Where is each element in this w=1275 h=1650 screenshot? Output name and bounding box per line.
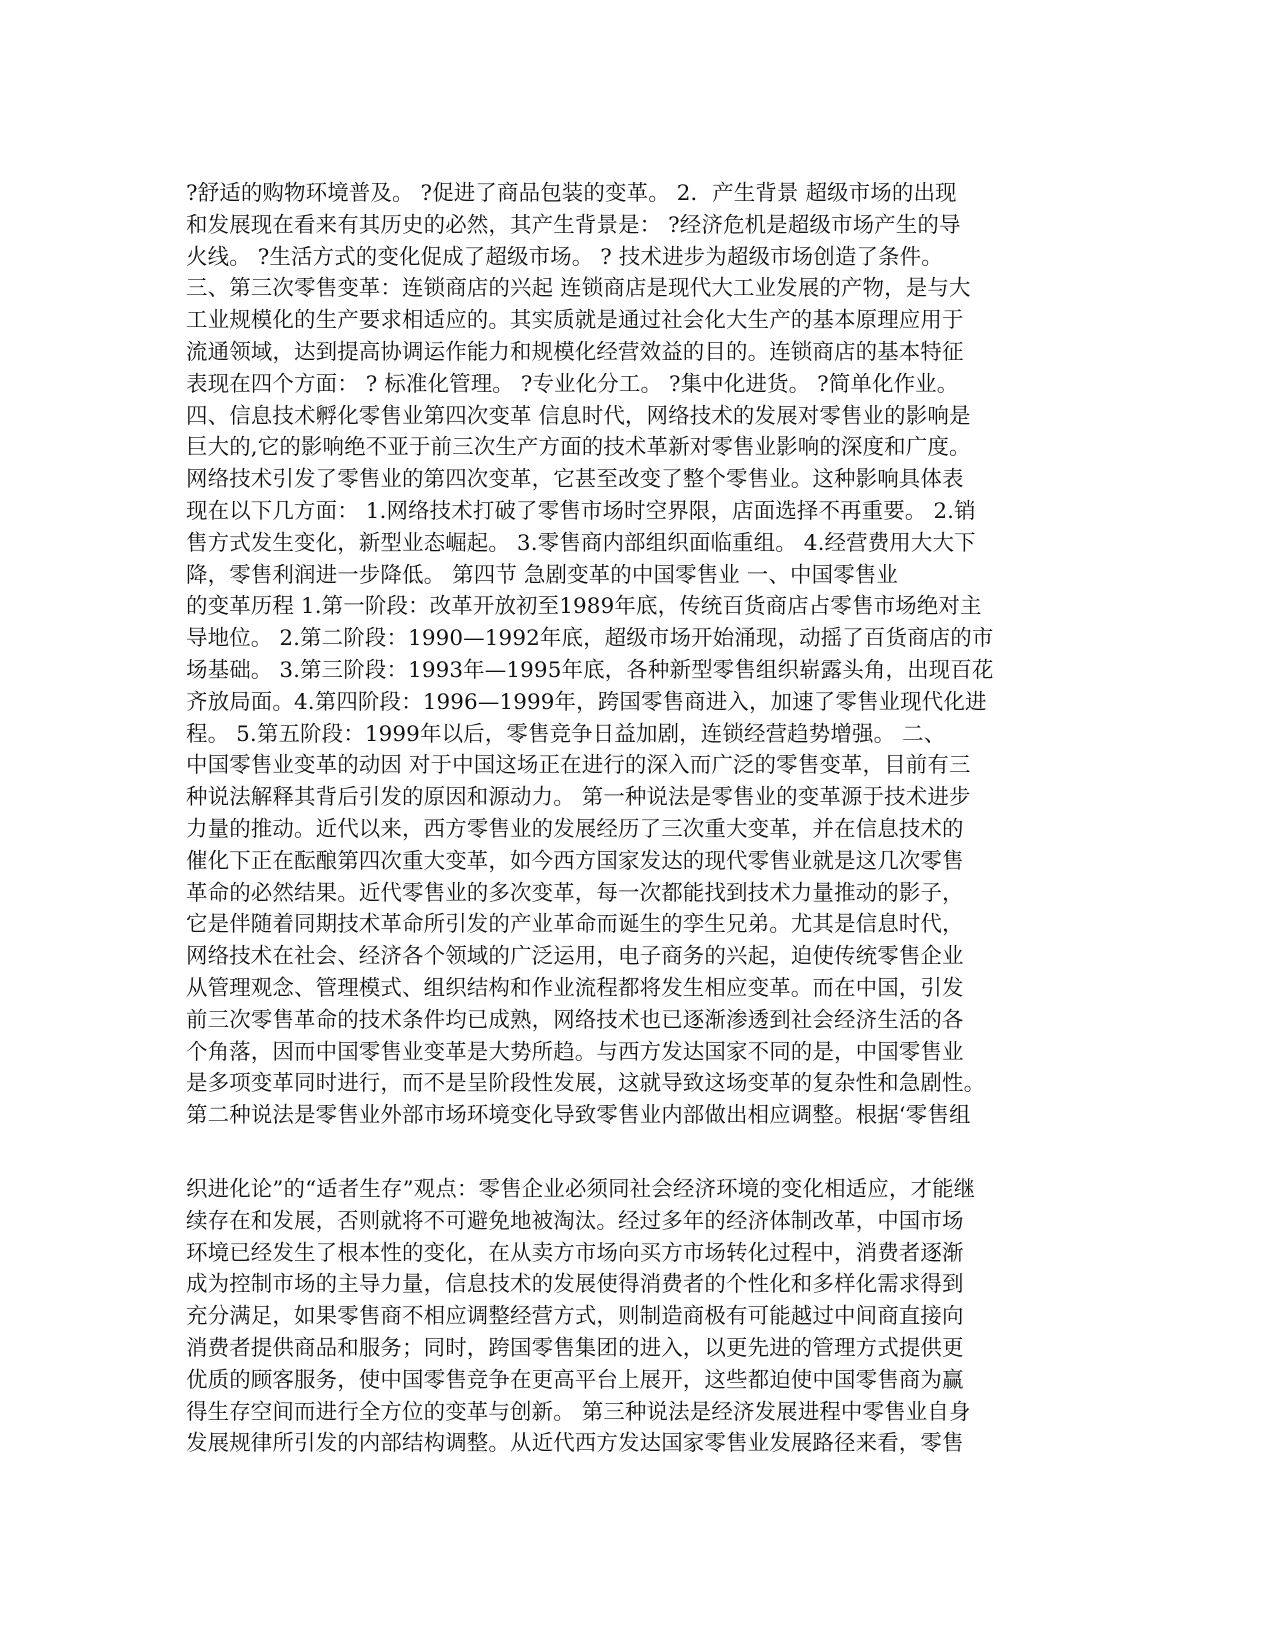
text-line: 发展规律所引发的内部结构调整。从近代西方发达国家零售业发展路径来看，零售 <box>186 1431 964 1457</box>
text-line: 织进化论”的“适者生存”观点：零售企业必须同社会经济环境的变化相适应，才能继 <box>186 1177 976 1202</box>
text-line: 成为控制市场的主导力量，信息技术的发展使得消费者的个性化和多样化需求得到 <box>186 1272 964 1298</box>
text-line: 流通领域，达到提高协调运作能力和规模化经营效益的目的。连锁商店的基本特征 <box>186 339 964 365</box>
text-line: 巨大的,它的影响绝不亚于前三次生产方面的技术革新对零售业影响的深度和广度。 <box>186 435 971 461</box>
text-line: 现在以下几方面： 1.网络技术打破了零售市场时空界限，店面选择不再重要。 2.销 <box>186 498 976 524</box>
text-line: 的变革历程 1.第一阶段：改革开放初至1989年底，传统百货商店占零售市场绝对主 <box>186 594 982 620</box>
text-line: 降，零售利润进一步降低。 第四节 急剧变革的中国零售业 一、中国零售业 <box>186 562 899 588</box>
text-block-1 <box>186 178 1090 1132</box>
text-line: 齐放局面。4.第四阶段：1996—1999年，跨国零售商进入，加速了零售业现代化进 <box>186 689 987 715</box>
text-line: 场基础。 3.第三阶段：1993年—1995年底，各种新型零售组织崭露头角，出现百花 <box>186 657 994 683</box>
text-line: 优质的顾客服务，使中国零售竞争在更高平台上展开，这些都迫使中国零售商为赢 <box>186 1367 964 1393</box>
text-line: 三、第三次零售变革：连锁商店的兴起 连锁商店是现代大工业发展的产物，是与大 <box>186 276 971 302</box>
text-line: 种说法解释其背后引发的原因和源动力。 第一种说法是零售业的变革源于技术进步 <box>186 785 971 811</box>
text-line: 革命的必然结果。近代零售业的多次变革，每一次都能找到技术力量推动的影子， <box>186 880 964 906</box>
text-block-2 <box>186 1174 1090 1460</box>
text-line: 催化下正在酝酿第四次重大变革，如今西方国家发达的现代零售业就是这几次零售 <box>186 848 964 874</box>
text-line: 充分满足，如果零售商不相应调整经营方式，则制造商极有可能越过中间商直接向 <box>186 1304 964 1330</box>
text-line: 和发展现在看来有其历史的必然，其产生背景是： ?经济危机是超级市场产生的导 <box>186 212 961 238</box>
text-line: 网络技术引发了零售业的第四次变革，它甚至改变了整个零售业。这种影响具体表 <box>186 467 964 493</box>
text-line: 环境已经发生了根本性的变化，在从卖方市场向买方市场转化过程中，消费者逐渐 <box>186 1240 964 1266</box>
text-line: 工业规模化的生产要求相适应的。其实质就是通过社会化大生产的基本原理应用于 <box>186 308 964 334</box>
text-line: 个角落，因而中国零售业变革是大势所趋。与西方发达国家不同的是，中国零售业 <box>186 1039 964 1065</box>
text-line: 导地位。 2.第二阶段：1990—1992年底，超级市场开始涌现，动摇了百货商店的市 <box>186 626 994 652</box>
text-line: 是多项变革同时进行，而不是呈阶段性发展，这就导致这场变革的复杂性和急剧性。 <box>186 1071 986 1097</box>
text-line: 火线。 ?生活方式的变化促成了超级市场。 ? 技术进步为超级市场创造了条件。 <box>186 244 943 270</box>
text-line: 前三次零售革命的技术条件均已成熟，网络技术也已逐渐渗透到社会经济生活的各 <box>186 1007 964 1033</box>
text-line: 续存在和发展，否则就将不可避免地被淘汰。经过多年的经济体制改革，中国市场 <box>186 1208 964 1234</box>
text-line: 网络技术在社会、经济各个领域的广泛运用，电子商务的兴起，迫使传统零售企业 <box>186 944 964 970</box>
text-line: 它是伴随着同期技术革命所引发的产业革命而诞生的孪生兄弟。尤其是信息时代， <box>186 912 964 938</box>
text-line: 表现在四个方面： ? 标准化管理。 ?专业化分工。 ?集中化进货。 ?简单化作业。 <box>186 371 959 397</box>
text-line: 四、信息技术孵化零售业第四次变革 信息时代，网络技术的发展对零售业的影响是 <box>186 403 971 429</box>
text-line: 中国零售业变革的动因 对于中国这场正在进行的深入而广泛的零售变革，目前有三 <box>186 753 971 779</box>
text-line: 从管理观念、管理模式、组织结构和作业流程都将发生相应变革。而在中国，引发 <box>186 975 964 1001</box>
text-line: 第二种说法是零售业外部市场环境变化导致零售业内部做出相应调整。根据‘零售组 <box>186 1103 971 1129</box>
text-line: ?舒适的购物环境普及。 ?促进了商品包装的变革。 2．产生背景 超级市场的出现 <box>186 181 957 206</box>
text-line: 得生存空间而进行全方位的变革与创新。 第三种说法是经济发展进程中零售业自身 <box>186 1399 971 1425</box>
text-line: 消费者提供商品和服务；同时，跨国零售集团的进入，以更先进的管理方式提供更 <box>186 1335 964 1361</box>
text-line: 力量的推动。近代以来，西方零售业的发展经历了三次重大变革，并在信息技术的 <box>186 816 964 842</box>
text-line: 程。 5.第五阶段：1999年以后，零售竞争日益加剧，连锁经营趋势增强。 二、 <box>186 721 946 747</box>
text-line: 售方式发生变化，新型业态崛起。 3.零售商内部组织面临重组。 4.经营费用大大下 <box>186 530 976 556</box>
